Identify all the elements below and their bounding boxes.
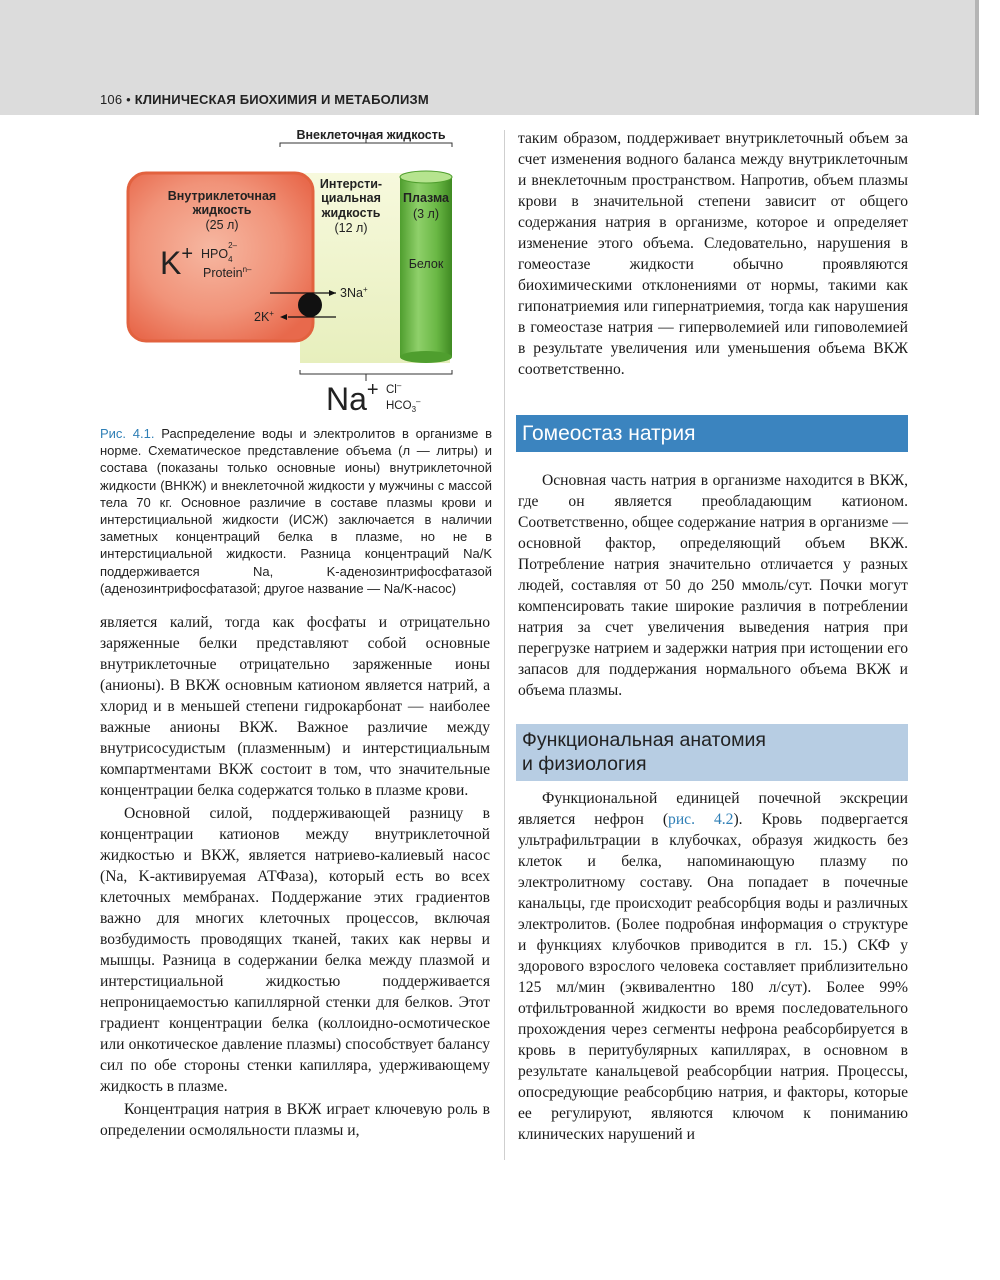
bicarbonate-ion: $HCO_3^-$ <box>386 397 421 415</box>
interstitial-label: Интерсти- циальная жидкость <box>319 177 383 220</box>
sodium-ion: Na+ <box>326 379 379 417</box>
figure-caption <box>100 425 492 597</box>
intracellular-volume: (25 л) <box>205 218 239 232</box>
book-title: КЛИНИЧЕСКАЯ БИОХИМИЯ И МЕТАБОЛИЗМ <box>134 92 429 107</box>
right-column-bottom <box>518 788 908 1145</box>
right-column-middle <box>518 470 908 701</box>
paragraph: Основной силой, поддерживающей разницу в концентрации катионов между внутриклеточной жидкостью и ВКЖ, является натриево-калиевый насос (Na, K-активируемая АТФаза), который есть во всех клеточных мембранах. Поддержание этих градиентов важно для многих клеточных процессов, включая возбудимость проводящих тканей, таких как нервы и мышцы. Разница в содержании белка между плазмой и интерстициальной жидкостью поддерживается непроницаемостью капиллярной стенки для белков. Этот градиент концентрации белка (коллоидно-осмотическое или онкотическое давление плазмы) способствует балансу сил по обе стороны стенки капилляра, удерживающему жидкость в плазме. <box>100 805 490 1095</box>
plasma-label: Плазма <box>403 191 449 205</box>
phosphate-ion: HPO 2– $_4$ <box>201 241 237 264</box>
section-heading-functional-anatomy: Функциональная анатомия и физиология <box>516 724 908 781</box>
na-k-pump <box>298 293 322 317</box>
potassium-ion: K+ <box>160 243 194 281</box>
ecf-bottom-bracket <box>300 370 452 374</box>
extracellular-title: Внеклеточная жидкость <box>296 128 446 142</box>
column-divider <box>504 130 505 1160</box>
intracellular-label: Внутриклеточная жидкость <box>167 189 277 218</box>
left-column <box>100 612 490 1141</box>
protein-label: Белок <box>408 257 444 271</box>
figure-reference-link[interactable]: рис. 4.2 <box>668 811 734 828</box>
figure-4-1 <box>100 125 495 420</box>
running-head <box>100 92 429 107</box>
page-number: 106 <box>100 92 123 107</box>
paragraph: Функциональной единицей почечной экскреции является нефрон (рис. 4.2). Кровь подвергается ультрафильтрации в клубочках, образуя жидкость без клеток и белка, напоминающую плазму по электролитному составу. Она попадает в почечные канальцы, где происходит реабсорбция воды и различных электролитов. (Более подробная информация о структуре и функциях клубочков приводится в гл. 15.) СКФ у здорового взрослого человека составляет приблизительно 125 мл/мин (эквивалентно 180 л/сут). Более 99% отфильтрованной жидкости во время последовательного прохождения через сегменты нефрона реабсорбируется в кровь в перитубулярных капиллярах, в основном в результате канальцевой реабсорбции натрия. Процессы, опосредующие реабсорбцию натрия, и факторы, которые ее регулируют, являются ключом к пониманию клинических нарушений и <box>518 790 909 1143</box>
header-separator: • <box>126 92 131 107</box>
protein-anion: Protein$^{n-}$ <box>203 265 252 281</box>
paragraph: таким образом, поддерживает внутриклеточный объем за счет изменения водного баланса между внутриклеточным и внеклеточным пространством. Напротив, объем плазмы крови в значительной степени зависит от общего содержания натрия в организме, которое и определяет изменение этого объема. Следовательно, нарушения в гомеостазе жидкости обычно проявляются биохимическими отклонениями от нормы, такими как гипонатриемия или гипернатриемия, тогда как нарушения в гомеостазе натрия — гиперволемией или гиповолемией в результате увеличения или уменьшения объема ВКЖ соответственно. <box>518 130 908 378</box>
extracellular-bracket <box>280 143 452 147</box>
paragraph: является калий, тогда как фосфаты и отрицательно заряженные белки представляют собой основные внутриклеточные отрицательно заряженные ионы (анионы). В ВКЖ основным катионом является натрий, а хлорид и в меньшей степени гидрокарбонат — наиболее важные анионы ВКЖ. Важное различие между внутрисосудистым (плазменным) и интерстициальным компартментами ВКЖ состоит в том, что значительные концентрации белка содержатся только в плазме крови. <box>100 614 490 799</box>
paragraph: Концентрация натрия в ВКЖ играет ключевую роль в определении осмоляльности плазмы и, <box>100 1101 490 1139</box>
potassium-in-label: 2K+ <box>254 309 274 325</box>
plasma-volume: (3 л) <box>412 207 440 221</box>
chloride-ion: Cl– <box>386 381 402 396</box>
interstitial-volume: (12 л) <box>334 221 368 235</box>
section-heading-sodium-homeostasis: Гомеостаз натрия <box>516 415 908 452</box>
paragraph: Основная часть натрия в организме находится в ВКЖ, где он является преобладающим катионом. Соответственно, общее содержание натрия в организме — основной фактор, определяющий объем ВКЖ. Потребление натрия значительно отличается у разных людей, составляя от 50 до 250 ммоль/сут. Почки могут компенсировать такие широкие различия в потреблении натрия за счет увеличения выведения натрия при перегрузке натрием и задержки натрия при истощении его запасов для поддержания нормального объема ВКЖ и объема плазмы. <box>518 472 908 699</box>
page-edge <box>975 0 1000 115</box>
caption-text: Распределение воды и электролитов в организме в норме. Схематическое представление объема (л — литры) и состава (показаны только основные ионы) внутриклеточной жидкости (ВНКЖ) и внеклеточной жидкости у мужчины с массой тела 70 кг. Основное различие в составе плазмы крови и интерстициальной жидкости (ИСЖ) заключается в наличии заметных концентраций белка в плазме, но не в интерстициальной жидкости. Разница концентраций Na/K поддерживается Na, K-аденозинтрифосфатазой (аденозинтрифосфатазой; другое название — Na/K-насос) <box>100 426 492 596</box>
right-column-top <box>518 128 908 380</box>
sodium-out-label: 3Na+ <box>340 285 368 301</box>
caption-label: Рис. 4.1. <box>100 426 155 441</box>
